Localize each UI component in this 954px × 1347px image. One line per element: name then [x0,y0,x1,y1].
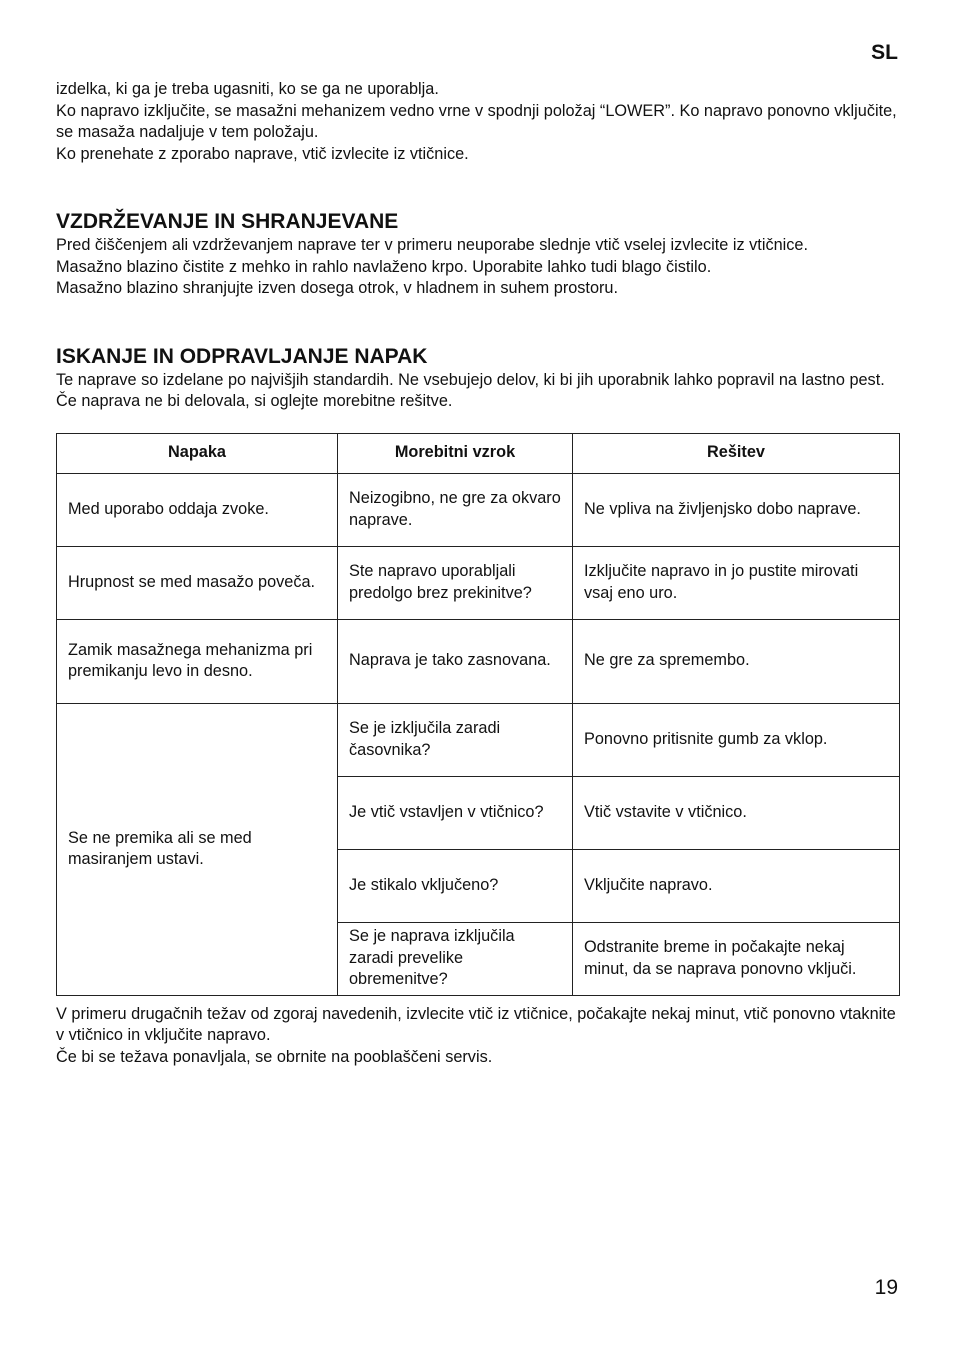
intro-paragraph: Ko prenehate z zporabo naprave, vtič izvlecite iz vtičnice. [56,144,469,163]
problem-cell: Se ne premika ali se med masiranjem ustavi. [57,703,338,995]
cause-cell: Neizogibno, ne gre za okvaro naprave. [338,473,573,546]
cause-cell: Se je naprava izključila zaradi prevelike obremenitve? [338,922,573,995]
table-header-row [57,433,900,473]
after-table-notes [56,1004,899,1069]
solution-cell: Ne gre za spremembo. [573,619,900,703]
cause-cell: Je vtič vstavljen v vtičnico? [338,776,573,849]
solution-cell: Vključite napravo. [573,849,900,922]
note-paragraph: V primeru drugačnih težav od zgoraj navedenih, izvlecite vtič iz vtičnice, počakajte nekaj minut, vtič ponovno vtaknite v vtičnico in vključite napravo. [56,1004,896,1044]
header-solution: Rešitev [573,433,900,473]
language-code: SL [871,41,898,64]
maintenance-line: Pred čiščenjem ali vzdrževanjem naprave ter v primeru neuporabe slednje vtič vselej izvlecite iz vtičnice. [56,236,808,254]
header-problem: Napaka [57,433,338,473]
intro-paragraph: izdelka, ki ga je treba ugasniti, ko se ga ne uporablja. [56,80,439,98]
problem-cell: Hrupnost se med masažo poveča. [57,546,338,619]
cause-cell: Ste napravo uporabljali predolgo brez prekinitve? [338,546,573,619]
cause-cell: Naprava je tako zasnovana. [338,619,573,703]
page-number: 19 [874,1276,898,1299]
troubleshooting-section [56,344,899,1069]
maintenance-line: Masažno blazino čistite z mehko in rahlo navlaženo krpo. Uporabite lahko tudi blago čistilo. [56,257,712,276]
problem-cell: Med uporabo oddaja zvoke. [57,473,338,546]
intro-paragraph: Ko napravo izključite, se masažni mehanizem vedno vrne v spodnji položaj “LOWER”. Ko napravo ponovno vključite, se masaža nadaljuje v tem položaju. [56,101,897,141]
solution-cell: Ne vpliva na življenjsko dobo naprave. [573,473,900,546]
table-row [57,619,900,703]
troubleshooting-intro: Te naprave so izdelane po najvišjih standardih. Ne vsebujejo delov, ki bi jih uporabnik lahko popravil na lastno pest. Če naprava ne bi delovala, si oglejte morebitne rešitve. [56,370,885,410]
cause-cell: Se je izključila zaradi časovnika? [338,703,573,776]
maintenance-line: Masažno blazino shranjujte izven dosega otrok, v hladnem in suhem prostoru. [56,279,619,297]
cause-cell: Je stikalo vključeno? [338,849,573,922]
troubleshooting-heading: ISKANJE IN ODPRAVLJANJE NAPAK [56,344,428,368]
table-row [57,546,900,619]
solution-cell: Odstranite breme in počakajte nekaj minut, da se naprava ponovno vključi. [573,922,900,995]
header-cause: Morebitni vzrok [338,433,573,473]
maintenance-section [56,209,899,300]
maintenance-heading: VZDRŽEVANJE IN SHRANJEVANE [56,210,399,233]
solution-cell: Izključite napravo in jo pustite mirovati vsaj eno uro. [573,546,900,619]
troubleshooting-table [56,433,900,996]
problem-cell: Zamik masažnega mehanizma pri premikanju levo in desno. [57,619,338,703]
table-row [57,473,900,546]
note-paragraph: Če bi se težava ponavljala, se obrnite na pooblaščeni servis. [56,1047,493,1066]
solution-cell: Vtič vstavite v vtičnico. [573,776,900,849]
table-row [57,703,900,776]
page-content [56,79,899,1068]
solution-cell: Ponovno pritisnite gumb za vklop. [573,703,900,776]
